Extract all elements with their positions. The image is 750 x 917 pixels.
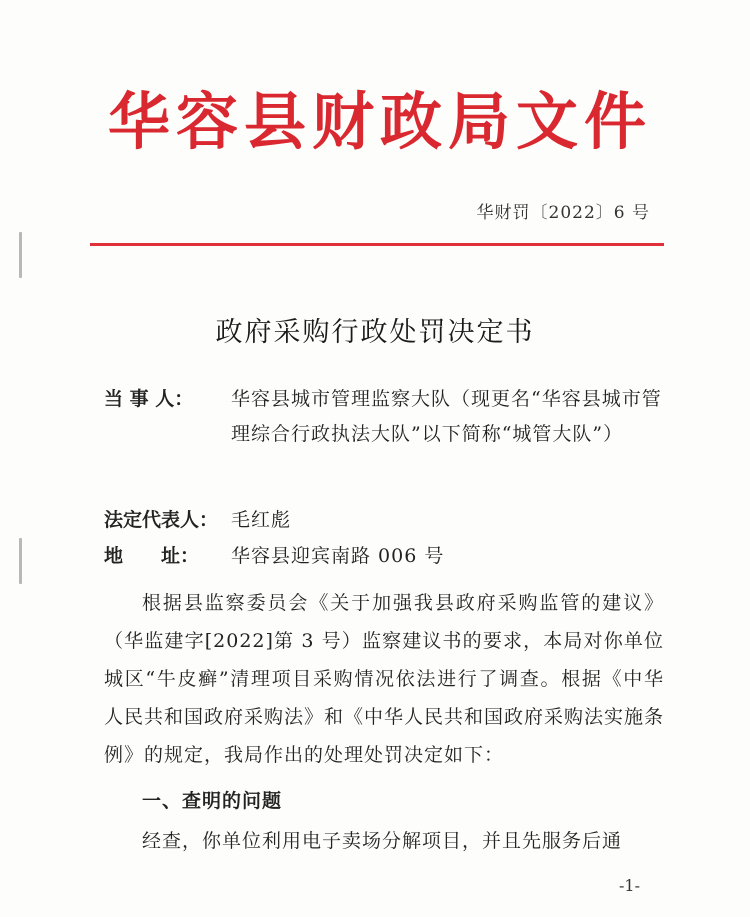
document-number: 华财罚〔2022〕6 号: [476, 203, 650, 223]
party-value: 华容县城市管理监察大队（现更名“华容县城市管理综合行政执法大队”以下简称“城管大队”）: [231, 388, 662, 445]
legal-representative-field: [104, 503, 664, 538]
document-title: 政府采购行政处罚决定书: [215, 317, 535, 348]
issuing-org-header: 华容县财政局文件: [107, 85, 652, 158]
address-field: [104, 539, 664, 574]
address-value: 华容县迎宾南路 006 号: [231, 545, 445, 567]
body-paragraph-2: 经查，你单位利用电子卖场分解项目，并且先服务后通: [142, 830, 623, 852]
section-heading-1: 一、查明的问题: [142, 790, 283, 812]
address-label: 地 址：: [104, 545, 200, 567]
page-number: -1-: [619, 876, 640, 895]
legal-representative-value: 毛红彪: [231, 509, 292, 531]
legal-representative-label: 法定代表人：: [104, 509, 219, 531]
binding-mark: [19, 538, 22, 584]
body-paragraph-1: 根据县监察委员会《关于加强我县政府采购监管的建议》（华监建字[2022]第 3 号）监察建议书的要求，本局对你单位城区“牛皮癣”清理项目采购情况依法进行了调查。根据《中华人民共和国政府采购法》和《中华人民共和国政府采购法实施条例》的规定，我局作出的处理处罚决定如下：: [104, 592, 665, 766]
red-separator-line: [90, 243, 664, 246]
party-field: [104, 382, 664, 452]
binding-mark: [19, 232, 22, 278]
party-label: 当 事 人：: [104, 388, 194, 410]
